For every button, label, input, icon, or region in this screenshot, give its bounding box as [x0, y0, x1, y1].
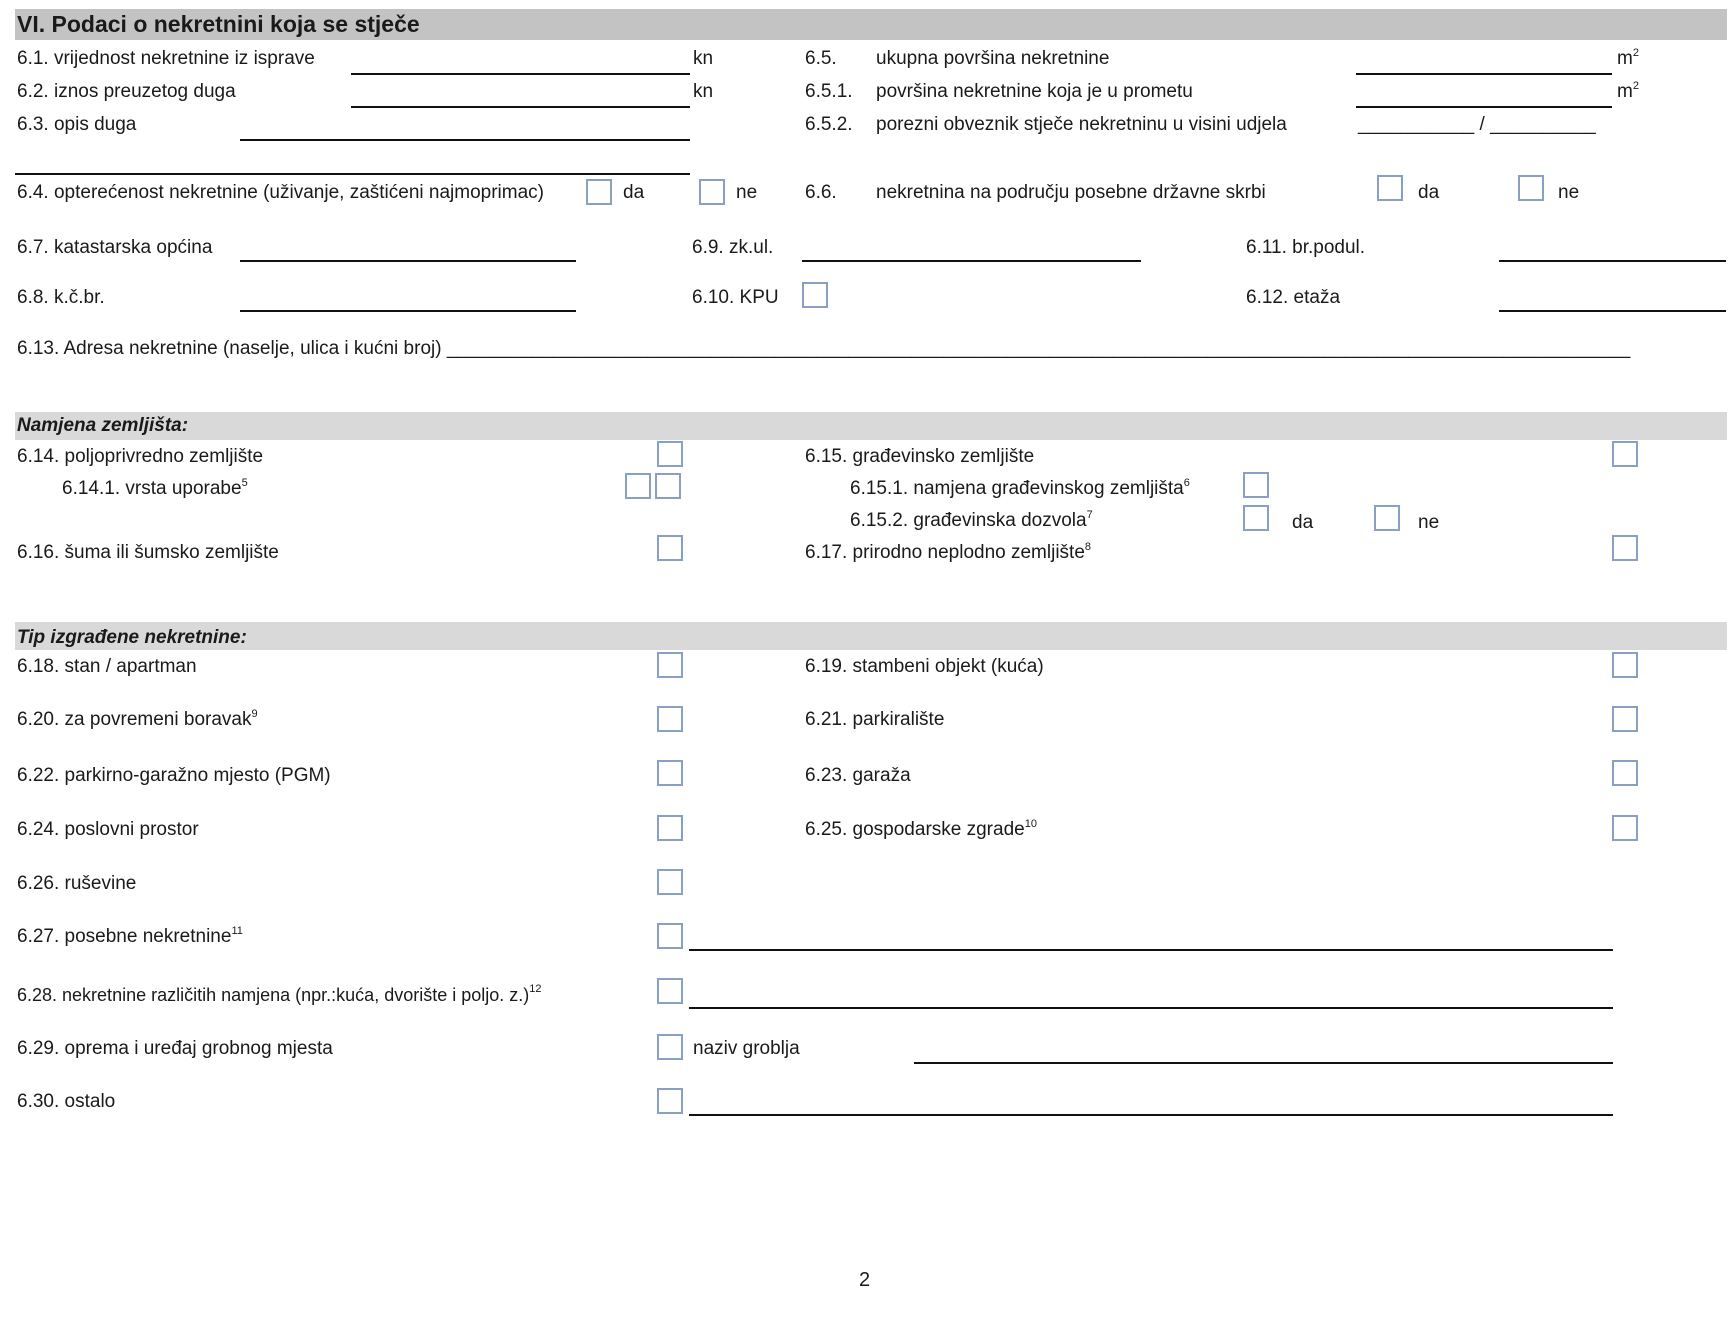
unit-6-1: kn: [693, 48, 714, 69]
label-6-24: 6.24. poslovni prostor: [17, 819, 199, 840]
checkbox-6-21[interactable]: [1612, 706, 1638, 732]
subsection-title-namjena: Namjena zemljišta:: [17, 415, 189, 436]
input-6-8[interactable]: [240, 310, 576, 312]
label-6-28: 6.28. nekretnine različitih namjena (npr.:kuća, dvorište i poljo. z.)$^{12}$: [17, 983, 542, 1005]
checkbox-6-15-1[interactable]: [1243, 472, 1269, 498]
label-6-14: 6.14. poljoprivredno zemljište: [17, 446, 264, 467]
label-6-26: 6.26. ruševine: [17, 873, 137, 894]
label-6-10: 6.10. KPU: [692, 287, 779, 308]
label-6-23: 6.23. garaža: [805, 765, 911, 786]
checkbox-6-20[interactable]: [657, 706, 683, 732]
input-6-12[interactable]: [1499, 310, 1726, 312]
option-6-4-ne: ne: [736, 182, 758, 203]
label-6-27: 6.27. posebne nekretnine$^{11}$: [17, 925, 243, 947]
label-6-15-1: 6.15.1. namjena građevinskog zemljišta$^6$: [850, 477, 1190, 499]
label-6-9: 6.9. zk.ul.: [692, 237, 774, 258]
checkbox-6-15-2-da[interactable]: [1243, 505, 1269, 531]
label-6-22: 6.22. parkirno-garažno mjesto (PGM): [17, 765, 331, 786]
checkbox-6-4-da[interactable]: [586, 179, 612, 205]
checkbox-6-6-da[interactable]: [1377, 175, 1403, 201]
checkbox-6-27[interactable]: [657, 923, 683, 949]
input-6-11[interactable]: [1499, 260, 1726, 262]
label-6-16: 6.16. šuma ili šumsko zemljište: [17, 542, 279, 563]
input-6-1[interactable]: [351, 73, 690, 75]
checkbox-6-19[interactable]: [1612, 652, 1638, 678]
label-6-8: 6.8. k.č.br.: [17, 287, 105, 308]
label-6-3: 6.3. opis duga: [17, 114, 137, 135]
label-6-20: 6.20. za povremeni boravak$^9$: [17, 708, 258, 730]
checkbox-6-24[interactable]: [657, 815, 683, 841]
num-6-6: 6.6.: [805, 182, 837, 203]
checkbox-6-26[interactable]: [657, 869, 683, 895]
checkbox-6-25[interactable]: [1612, 815, 1638, 841]
checkbox-6-10-kpu[interactable]: [802, 282, 828, 308]
option-6-6-da: da: [1418, 182, 1440, 203]
label-6-25: 6.25. gospodarske zgrade$^{10}$: [805, 818, 1037, 840]
checkbox-6-30[interactable]: [657, 1088, 683, 1114]
input-6-7[interactable]: [240, 260, 576, 262]
input-6-2[interactable]: [351, 106, 690, 108]
option-6-15-2-da: da: [1292, 512, 1314, 533]
num-6-5: 6.5.: [805, 48, 837, 69]
checkbox-6-16[interactable]: [657, 535, 683, 561]
label-6-30: 6.30. ostalo: [17, 1091, 116, 1112]
checkbox-6-28[interactable]: [657, 978, 683, 1004]
label-6-17: 6.17. prirodno neplodno zemljište$^8$: [805, 541, 1092, 563]
checkbox-6-23[interactable]: [1612, 760, 1638, 786]
checkbox-6-17[interactable]: [1612, 535, 1638, 561]
label-naziv-groblja: naziv groblja: [693, 1038, 800, 1059]
input-6-3[interactable]: [240, 139, 690, 141]
label-6-15-2: 6.15.2. građevinska dozvola$^7$: [850, 509, 1093, 531]
label-6-21: 6.21. parkiralište: [805, 709, 945, 730]
label-6-12: 6.12. etaža: [1246, 287, 1341, 308]
label-6-5-2: porezni obveznik stječe nekretninu u visini udjela: [876, 114, 1287, 135]
checkbox-6-6-ne[interactable]: [1518, 175, 1544, 201]
page-number: 2: [859, 1269, 871, 1291]
section-title: VI. Podaci o nekretnini koja se stječe: [17, 11, 420, 37]
num-6-5-1: 6.5.1.: [805, 81, 853, 102]
label-6-19: 6.19. stambeni objekt (kuća): [805, 656, 1044, 677]
input-6-9[interactable]: [802, 260, 1141, 262]
num-6-5-2: 6.5.2.: [805, 114, 853, 135]
subsection-title-tip: Tip izgrađene nekretnine:: [17, 627, 247, 648]
input-6-3-continued[interactable]: [15, 173, 690, 175]
option-6-15-2-ne: ne: [1418, 512, 1440, 533]
input-6-27[interactable]: [689, 949, 1613, 951]
label-6-11: 6.11. br.podul.: [1246, 237, 1366, 258]
unit-6-5: $m^2$: [1617, 47, 1639, 69]
label-6-14-1: 6.14.1. vrsta uporabe$^5$: [62, 477, 248, 499]
checkbox-6-4-ne[interactable]: [699, 179, 725, 205]
checkbox-6-15[interactable]: [1612, 441, 1638, 467]
input-6-5-2-fraction[interactable]: ___________ / __________: [1358, 114, 1596, 135]
input-6-28[interactable]: [689, 1007, 1613, 1009]
input-6-5-1[interactable]: [1356, 106, 1612, 108]
unit-6-5-1: $m^2$: [1617, 80, 1639, 102]
checkbox-6-29[interactable]: [657, 1034, 683, 1060]
label-6-6: nekretnina na području posebne državne skrbi: [876, 182, 1266, 203]
subsection-header-namjena: [15, 412, 1727, 440]
label-6-13[interactable]: 6.13. Adresa nekretnine (naselje, ulica i kućni broj) ________________________________________________________________________________________________________________: [17, 338, 1631, 359]
label-6-7: 6.7. katastarska općina: [17, 237, 213, 258]
option-6-6-ne: ne: [1558, 182, 1580, 203]
input-6-30[interactable]: [689, 1114, 1613, 1116]
label-6-5-1: površina nekretnine koja je u prometu: [876, 81, 1193, 102]
label-6-18: 6.18. stan / apartman: [17, 656, 197, 677]
checkbox-6-14-1-a[interactable]: [625, 473, 651, 499]
label-6-5: ukupna površina nekretnine: [876, 48, 1110, 69]
label-6-15: 6.15. građevinsko zemljište: [805, 446, 1035, 467]
option-6-4-da: da: [623, 182, 645, 203]
unit-6-2: kn: [693, 81, 714, 102]
checkbox-6-14[interactable]: [657, 441, 683, 467]
input-6-5[interactable]: [1356, 73, 1612, 75]
checkbox-6-18[interactable]: [657, 652, 683, 678]
label-6-29: 6.29. oprema i uređaj grobnog mjesta: [17, 1038, 333, 1059]
subsection-header-tip: [15, 622, 1727, 650]
label-6-1: 6.1. vrijednost nekretnine iz isprave: [17, 48, 315, 69]
label-6-2: 6.2. iznos preuzetog duga: [17, 81, 236, 102]
input-naziv-groblja[interactable]: [914, 1062, 1613, 1064]
checkbox-6-22[interactable]: [657, 760, 683, 786]
checkbox-6-15-2-ne[interactable]: [1374, 505, 1400, 531]
checkbox-6-14-1-b[interactable]: [655, 473, 681, 499]
label-6-4: 6.4. opterećenost nekretnine (uživanje, zaštićeni najmoprimac): [17, 182, 544, 203]
